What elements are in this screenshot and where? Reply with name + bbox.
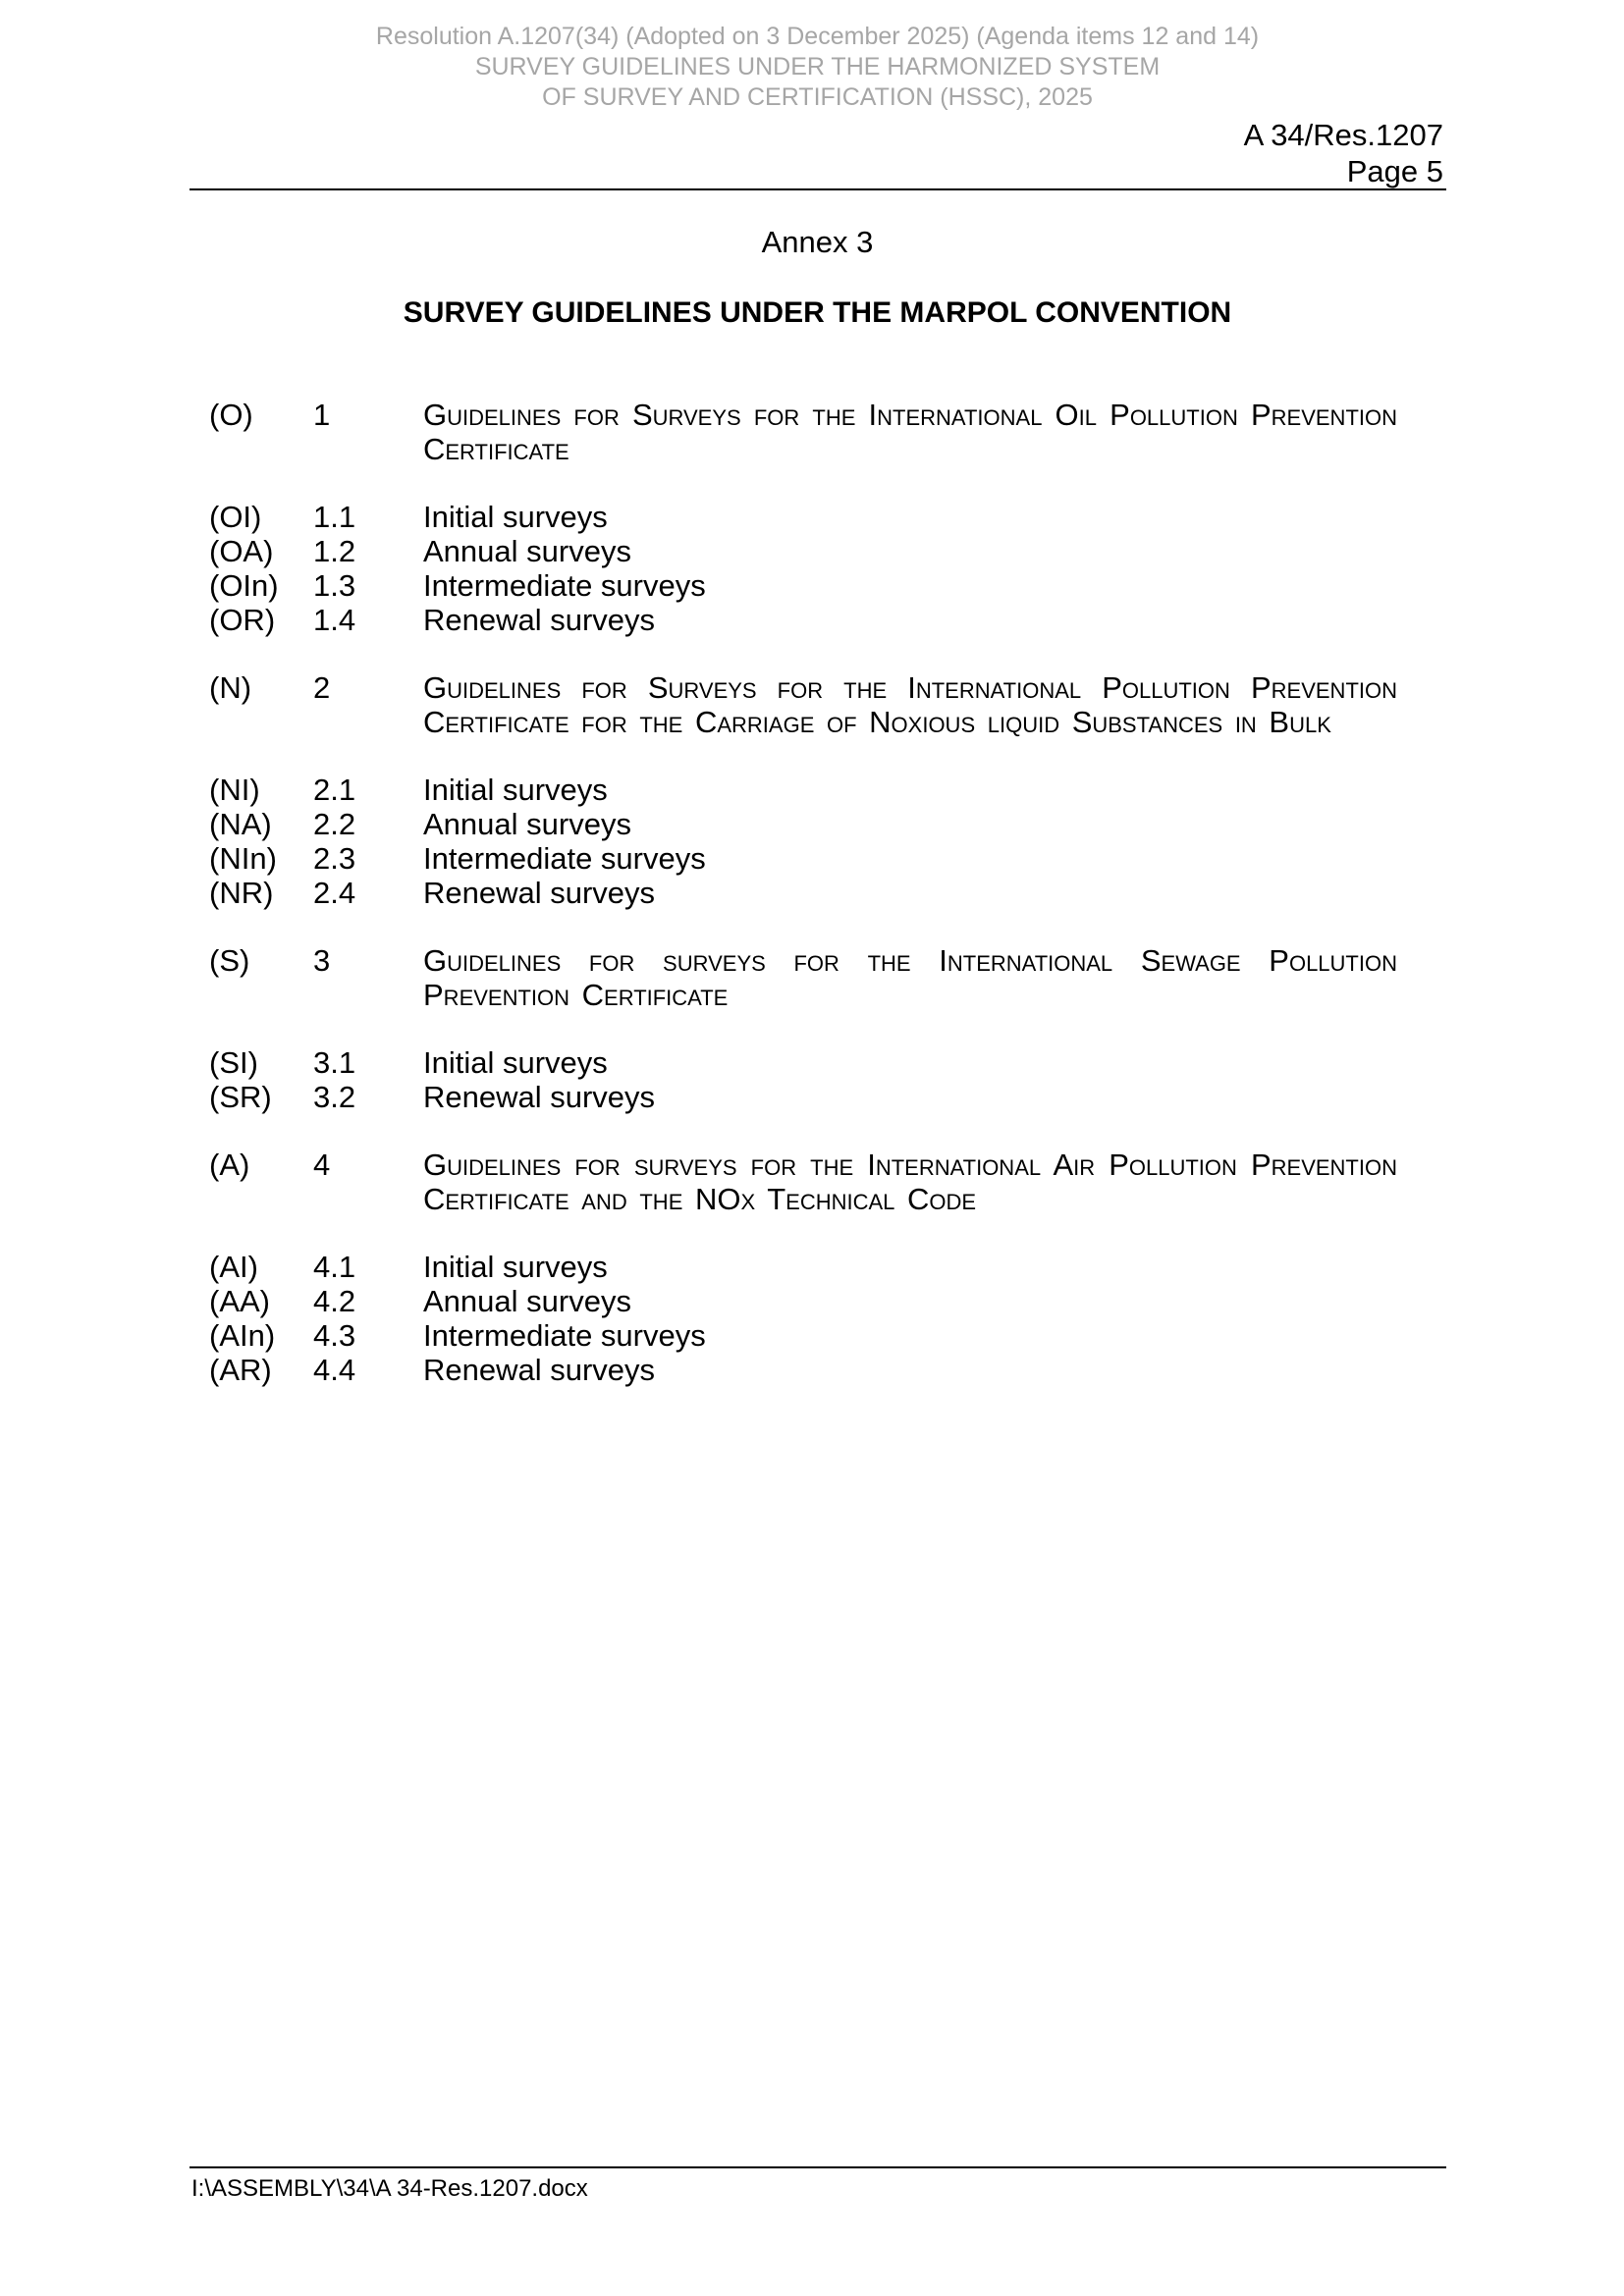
item-number: 1.4: [313, 603, 356, 637]
list-item: [209, 534, 1397, 568]
list-item: [209, 841, 1397, 876]
section-code: (N): [209, 670, 252, 705]
item-code: (NI): [209, 773, 260, 807]
item-number: 4.2: [313, 1284, 356, 1318]
item-number: 1.3: [313, 568, 356, 603]
section-heading-row: [209, 670, 1397, 739]
section-heading: Guidelines for Surveys for the International Pollution Prevention Certificate for the Carriage of Noxious liquid Substances in Bulk: [423, 670, 1397, 739]
item-number: 4.3: [313, 1318, 356, 1353]
item-code: (SR): [209, 1080, 272, 1114]
section-heading-row: [209, 943, 1397, 1012]
section-heading: Guidelines for surveys for the International Air Pollution Prevention Certificate and the NOx Technical Code: [423, 1148, 1397, 1216]
running-header-line-2: SURVEY GUIDELINES UNDER THE HARMONIZED SYSTEM: [474, 53, 1161, 80]
header-divider: [189, 188, 1446, 190]
list-item: [209, 876, 1397, 910]
list-item: [209, 1045, 1397, 1080]
item-code: (OA): [209, 534, 274, 568]
item-number: 1.2: [313, 534, 356, 568]
item-label: Renewal surveys: [423, 603, 656, 637]
item-code: (SI): [209, 1045, 258, 1080]
document-reference: [1244, 117, 1443, 189]
document-symbol: A 34/Res.1207: [1243, 118, 1443, 152]
section-number: 4: [313, 1148, 331, 1182]
item-code: (NA): [209, 807, 272, 841]
section-code: (A): [209, 1148, 250, 1182]
item-code: (OIn): [209, 568, 279, 603]
page-number: Page 5: [1346, 154, 1443, 188]
guidelines-list: [209, 398, 1397, 1420]
item-label: Renewal surveys: [423, 1080, 656, 1114]
item-code: (OR): [209, 603, 276, 637]
list-item: [209, 603, 1397, 637]
item-number: 2.2: [313, 807, 356, 841]
list-item: [209, 1250, 1397, 1284]
list-item: [209, 773, 1397, 807]
section-code: (S): [209, 943, 250, 978]
item-label: Intermediate surveys: [423, 568, 706, 603]
section-heading-row: [209, 398, 1397, 466]
list-item: [209, 568, 1397, 603]
item-number: 3.1: [313, 1045, 356, 1080]
item-label: Initial surveys: [423, 500, 608, 534]
running-header-line-3: OF SURVEY AND CERTIFICATION (HSSC), 2025: [542, 83, 1093, 111]
item-code: (AR): [209, 1353, 272, 1387]
item-code: (AA): [209, 1284, 270, 1318]
section-heading-row: [209, 1148, 1397, 1216]
item-label: Annual surveys: [423, 534, 631, 568]
list-item: [209, 807, 1397, 841]
list-item: [209, 1318, 1397, 1353]
item-label: Renewal surveys: [423, 876, 656, 910]
item-label: Intermediate surveys: [423, 841, 706, 876]
section-code: (O): [209, 398, 253, 432]
section-air-pollution: [209, 1148, 1397, 1387]
item-label: Initial surveys: [423, 773, 608, 807]
running-header: [0, 22, 1624, 113]
item-label: Renewal surveys: [423, 1353, 656, 1387]
item-number: 2.3: [313, 841, 356, 876]
section-noxious-liquid: [209, 670, 1397, 910]
item-number: 2.1: [313, 773, 356, 807]
item-code: (OI): [209, 500, 262, 534]
section-number: 1: [313, 398, 331, 432]
item-number: 4.1: [313, 1250, 356, 1284]
footer-file-path: I:\ASSEMBLY\34\A 34-Res.1207.docx: [191, 2175, 588, 2202]
list-item: [209, 1284, 1397, 1318]
section-number: 2: [313, 670, 331, 705]
list-item: [209, 1353, 1397, 1387]
list-item: [209, 1080, 1397, 1114]
item-label: Initial surveys: [423, 1045, 608, 1080]
item-number: 1.1: [313, 500, 356, 534]
item-number: 4.4: [313, 1353, 356, 1387]
item-label: Annual surveys: [423, 807, 631, 841]
running-header-line-1: Resolution A.1207(34) (Adopted on 3 December 2025) (Agenda items 12 and 14): [375, 23, 1260, 50]
item-code: (NR): [209, 876, 274, 910]
footer-divider: [189, 2166, 1446, 2168]
item-code: (AI): [209, 1250, 258, 1284]
item-label: Initial surveys: [423, 1250, 608, 1284]
section-heading: Guidelines for surveys for the International Sewage Pollution Prevention Certificate: [423, 943, 1397, 1012]
item-number: 3.2: [313, 1080, 356, 1114]
item-number: 2.4: [313, 876, 356, 910]
item-code: (NIn): [209, 841, 277, 876]
section-number: 3: [313, 943, 331, 978]
item-label: Intermediate surveys: [423, 1318, 706, 1353]
section-sewage: [209, 943, 1397, 1114]
section-oil: [209, 398, 1397, 637]
item-code: (AIn): [209, 1318, 276, 1353]
list-item: [209, 500, 1397, 534]
section-heading: Guidelines for Surveys for the International Oil Pollution Prevention Certificate: [423, 398, 1397, 466]
page-title: SURVEY GUIDELINES UNDER THE MARPOL CONVENTION: [403, 296, 1232, 329]
item-label: Annual surveys: [423, 1284, 631, 1318]
annex-label: Annex 3: [761, 225, 874, 259]
